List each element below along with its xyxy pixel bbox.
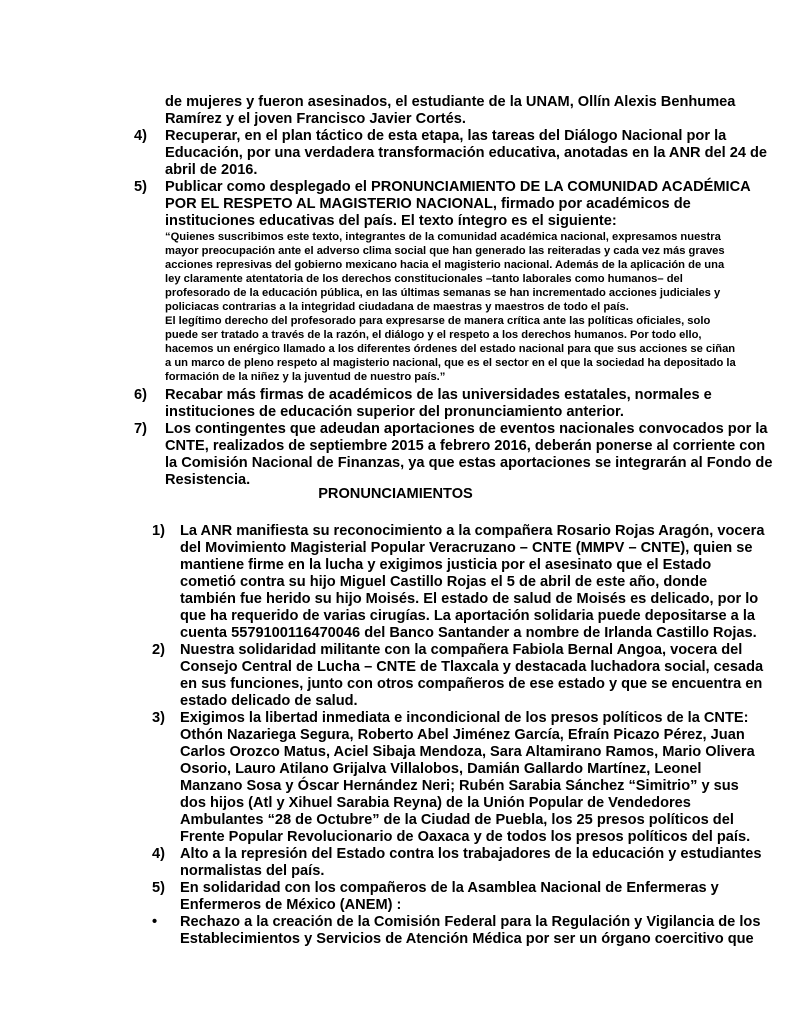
quote-line: formación de la niñez y la juventud de nuestro país.” [165, 371, 446, 383]
list-item-line: Los contingentes que adeudan aportaciones de eventos nacionales convocados por la [165, 421, 768, 437]
list-item-line: Publicar como desplegado el PRONUNCIAMIENTO DE LA COMUNIDAD ACADÉMICA [165, 179, 751, 195]
list-item-line: Rechazo a la creación de la Comisión Federal para la Regulación y Vigilancia de los [180, 914, 761, 930]
list-number: 2) [152, 642, 165, 658]
quote-line: ley claramente atentatoria de los derechos constitucionales –tanto laborales como humanos– del [165, 273, 683, 285]
quote-line: policiacas contrarias a la integridad ciudadana de maestras y maestros de todo el país. [165, 301, 629, 313]
continuation-line: Ramírez y el joven Francisco Javier Cortés. [165, 111, 466, 127]
list-item-line: dos hijos (Atl y Xihuel Sarabia Reyna) de la Unión Popular de Vendedores [180, 795, 691, 811]
quote-line: a un marco de pleno respeto al magisterio nacional, que es el sector en el que la sociedad ha depositado la [165, 357, 736, 369]
list-item-line: En solidaridad con los compañeros de la Asamblea Nacional de Enfermeras y [180, 880, 719, 896]
list-item-line: instituciones de educación superior del pronunciamiento anterior. [165, 404, 624, 420]
list-item-line: Resistencia. [165, 472, 251, 488]
list-item-line: que ha requerido de varias cirugías. La aportación solidaria puede depositarse a la [180, 608, 756, 624]
list-item-line: Recabar más firmas de académicos de las universidades estatales, normales e [165, 387, 712, 403]
list-item-line: Consejo Central de Lucha – CNTE de Tlaxcala y destacada luchadora social, cesada [180, 659, 764, 675]
list-number: 3) [152, 710, 165, 726]
list-item-line: Ambulantes “28 de Octubre” de la Ciudad de Puebla, los 25 presos políticos del [180, 812, 734, 828]
list-item-line: la Comisión Nacional de Finanzas, ya que estas aportaciones se integrarán al Fondo de [165, 455, 773, 471]
list-item-line: Othón Nazariega Segura, Roberto Abel Jiménez García, Efraín Picazo Pérez, Juan [180, 727, 745, 743]
list-number: 5) [152, 880, 165, 896]
continuation-line: de mujeres y fueron asesinados, el estudiante de la UNAM, Ollín Alexis Benhumea [165, 94, 736, 110]
list-item-line: Osorio, Lauro Atilano Grijalva Villalobos, Damián Gallardo Martínez, Leonel [180, 761, 702, 777]
list-number: 5) [134, 179, 147, 195]
list-item-line: Educación, por una verdadera transformación educativa, anotadas en la ANR del 24 de [165, 145, 768, 161]
list-item-line: normalistas del país. [180, 863, 325, 879]
list-item-line: también fue herido su hijo Moisés. El estado de salud de Moisés es delicado, por lo [180, 591, 759, 607]
list-number: 1) [152, 523, 165, 539]
list-item-line: Nuestra solidaridad militante con la compañera Fabiola Bernal Angoa, vocera del [180, 642, 743, 658]
list-item-line: Recuperar, en el plan táctico de esta etapa, las tareas del Diálogo Nacional por la [165, 128, 727, 144]
list-item-line: Alto a la represión del Estado contra los trabajadores de la educación y estudiantes [180, 846, 762, 862]
list-item-line: cometió contra su hijo Miguel Castillo Rojas el 5 de abril de este año, donde [180, 574, 708, 590]
quote-line: acciones represivas del gobierno mexicano hacia el magisterio nacional. Además de la aplicación de una [165, 259, 725, 271]
quote-line: mayor preocupación ante el adverso clima social que han generado las reiteradas y cada vez más graves [165, 245, 725, 257]
list-item-line: abril de 2016. [165, 162, 258, 178]
list-item-line: Frente Popular Revolucionario de Oaxaca y de todos los presos políticos del país. [180, 829, 751, 845]
bullet-marker: • [152, 914, 158, 930]
list-item-line: cuenta 5579100116470046 del Banco Santander a nombre de Irlanda Castillo Rojas. [180, 625, 757, 641]
list-number: 4) [152, 846, 165, 862]
list-item-line: Manzano Sosa y Óscar Hernández Neri; Rubén Sarabia Sánchez “Simitrio” y sus [180, 778, 739, 794]
list-item-line: estado delicado de salud. [180, 693, 358, 709]
list-item-line: CNTE, realizados de septiembre 2015 a febrero 2016, deberán ponerse al corriente con [165, 438, 766, 454]
list-item-line: del Movimiento Magisterial Popular Veracruzano – CNTE (MMPV – CNTE), quien se [180, 540, 753, 556]
list-item-line: Establecimientos y Servicios de Atención Médica por ser un órgano coercitivo que [180, 931, 754, 947]
quote-line: El legítimo derecho del profesorado para expresarse de manera crítica ante las políticas oficiales, solo [165, 315, 711, 327]
quote-line: hacemos un enérgico llamado a los diferentes órdenes del estado nacional para que sus acciones se ciñan [165, 343, 736, 355]
section-title: PRONUNCIAMIENTOS [318, 486, 473, 502]
list-item-line: instituciones educativas del país. El texto íntegro es el siguiente: [165, 213, 617, 229]
list-item-line: Enfermeros de México (ANEM) : [180, 897, 402, 913]
list-item-line: en sus funciones, junto con otros compañeros de ese estado y que se encuentra en [180, 676, 763, 692]
list-item-line: Carlos Orozco Matus, Aciel Sibaja Mendoza, Sara Altamirano Ramos, Mario Olivera [180, 744, 755, 760]
list-item-line: Exigimos la libertad inmediata e incondicional de los presos políticos de la CNTE: [180, 710, 749, 726]
list-number: 7) [134, 421, 147, 437]
quote-line: profesorado de la educación pública, en las últimas semanas se han incrementado acciones judiciales y [165, 287, 721, 299]
quote-line: “Quienes suscribimos este texto, integrantes de la comunidad académica nacional, expresamos nuestra [165, 231, 721, 243]
list-number: 6) [134, 387, 147, 403]
quote-line: puede ser tratado a través de la razón, el diálogo y el respeto a los derechos humanos. Por todo ello, [165, 329, 702, 341]
list-item-line: La ANR manifiesta su reconocimiento a la compañera Rosario Rojas Aragón, vocera [180, 523, 765, 539]
list-number: 4) [134, 128, 147, 144]
list-item-line: mantiene firme en la lucha y exigimos justicia por el asesinato que el Estado [180, 557, 712, 573]
list-item-line: POR EL RESPETO AL MAGISTERIO NACIONAL, firmado por académicos de [165, 196, 691, 212]
